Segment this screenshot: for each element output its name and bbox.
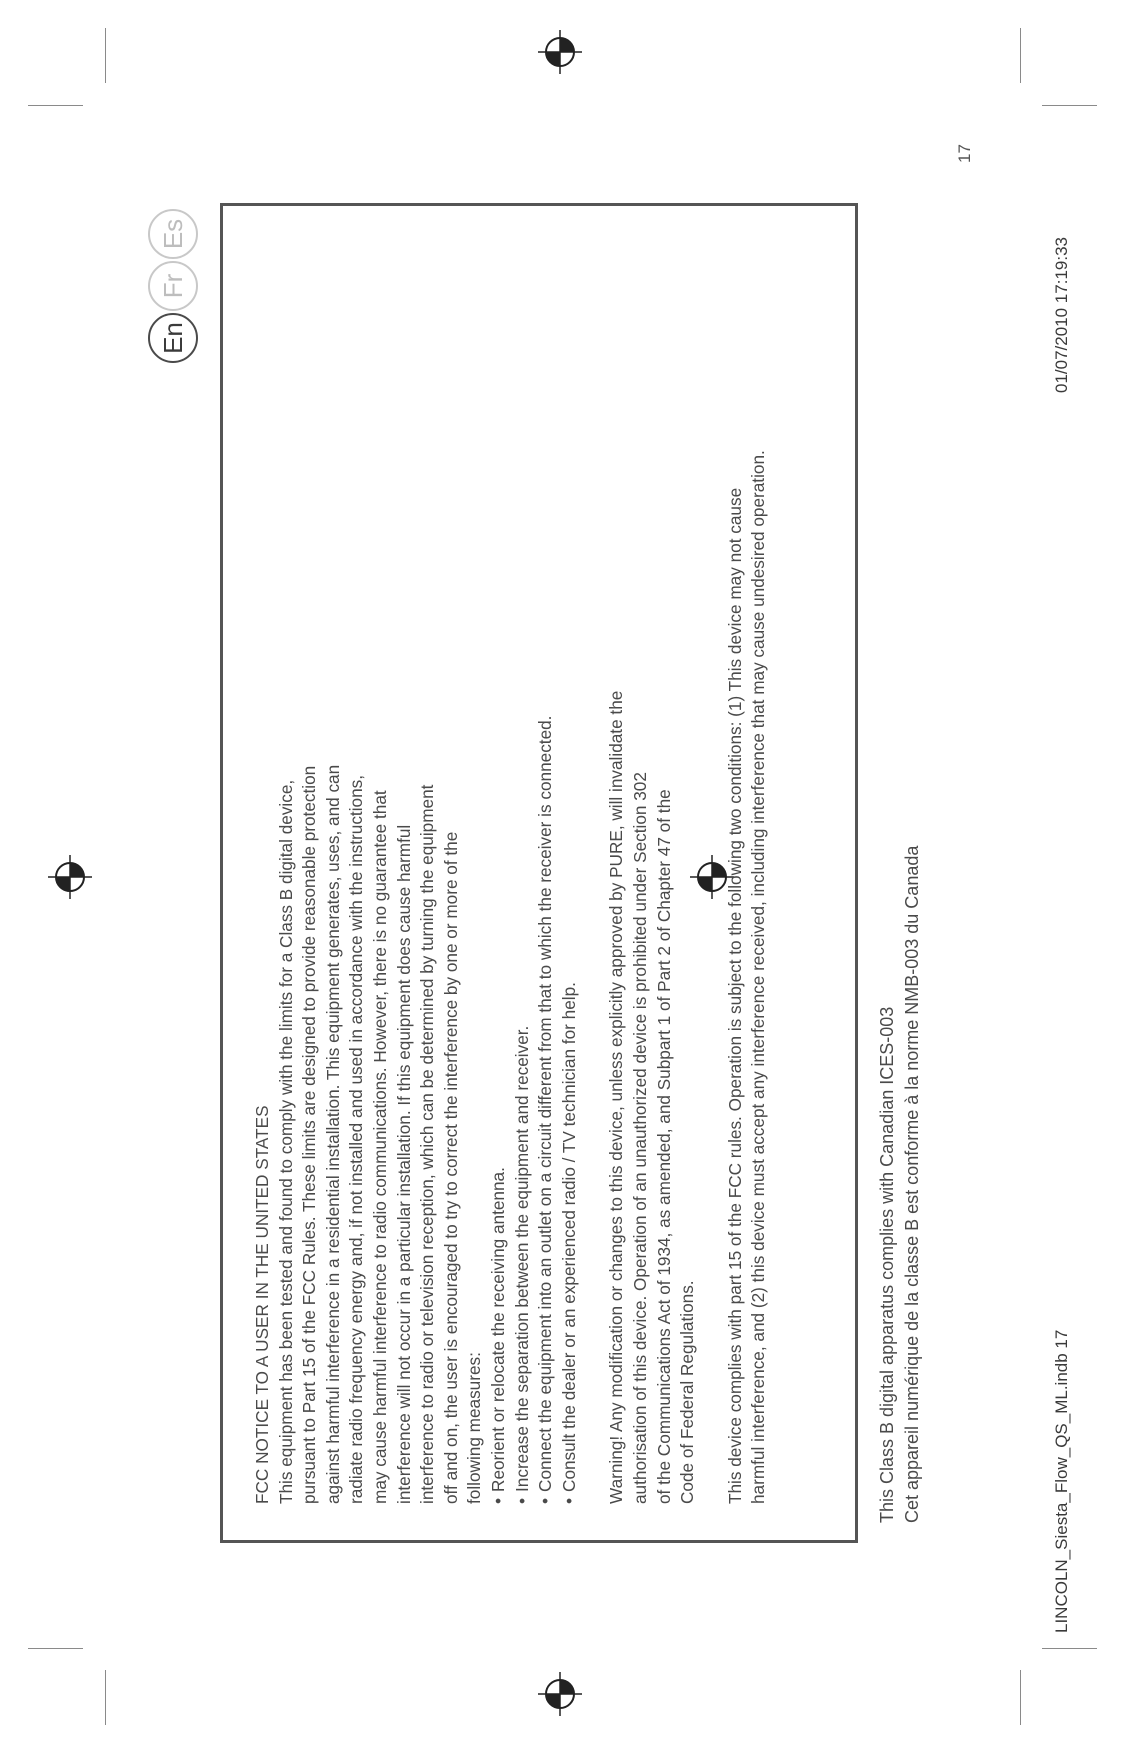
list-item: • Connect the equipment into an outlet on a circuit different from that to which the receiver is connected. (534, 242, 558, 1504)
slug-filename: LINCOLN_Siesta_Flow_QS_ML.indb 17 (1052, 1329, 1071, 1633)
list-item: • Reorient or relocate the receiving antenna. (487, 242, 511, 1504)
canada-compliance-en: This Class B digital apparatus complies with Canadian ICES-003 (877, 1006, 897, 1523)
language-badge-es: Es (148, 209, 198, 259)
list-item: • Increase the separation between the equipment and receiver. (511, 242, 535, 1504)
canada-compliance-fr: Cet appareil numérique de la classe B est conforme à la norme NMB-003 du Canada (902, 845, 922, 1523)
language-badge-fr: Fr (148, 261, 198, 311)
spacer (700, 242, 724, 1504)
fcc-notice-line: following measures: (464, 1352, 485, 1504)
warning-line: Warning! Any modification or changes to this device, unless explicitly approved by PURE, will invalidate the (606, 690, 627, 1504)
compliance-line: This device complies with part 15 of the FCC rules. Operation is subject to the following two conditions: (1) This device may not cause (724, 487, 745, 1504)
fcc-measures-list (487, 242, 581, 1504)
fcc-notice-line: This equipment has been tested and found to comply with the limits for a Class B digital device, (275, 779, 296, 1504)
list-item: • Consult the dealer or an experienced radio / TV technician for help. (558, 242, 582, 1504)
slug-timestamp: 01/07/2010 17:19:33 (1052, 237, 1071, 393)
fcc-notice-line: may cause harmful interference to radio communications. However, there is no guarantee that (369, 790, 390, 1504)
fcc-notice-line: interference will not occur in a particular installation. If this equipment does cause harmful (393, 824, 414, 1504)
canada-compliance (875, 846, 925, 1523)
fcc-notice-line: interference to radio or television reception, which can be determined by turning the equipment (417, 784, 438, 1504)
fcc-notice-box (220, 203, 858, 1543)
language-badge-en: En (148, 313, 198, 363)
warning-line: Code of Federal Regulations. (677, 1280, 698, 1504)
fcc-notice-line: off and on, the user is encouraged to try to correct the interference by one or more of the (440, 831, 461, 1504)
fcc-notice-line: pursuant to Part 15 of the FCC Rules. These limits are designed to provide reasonable protection (299, 765, 320, 1504)
spacer (581, 242, 605, 1504)
warning-line: of the Communications Act of 1934, as amended, and Subpart 1 of Part 2 of Chapter 47 of the (653, 789, 674, 1504)
warning-line: authorisation of this device. Operation of an unauthorized device is prohibited under Section 302 (629, 772, 650, 1504)
page-number: 17 (955, 144, 974, 163)
fcc-notice-line: radiate radio frequency energy and, if not installed and used in accordance with the instructions, (346, 774, 367, 1504)
language-indicators (148, 207, 198, 363)
compliance-line: harmful interference, and (2) this device must accept any interference received, including interference that may cause undesired operation. (748, 450, 769, 1504)
fcc-notice-line: against harmful interference in a residential installation. This equipment generates, uses, and can (322, 764, 343, 1504)
fcc-notice-title: FCC NOTICE TO A USER IN THE UNITED STATES (252, 1105, 272, 1504)
